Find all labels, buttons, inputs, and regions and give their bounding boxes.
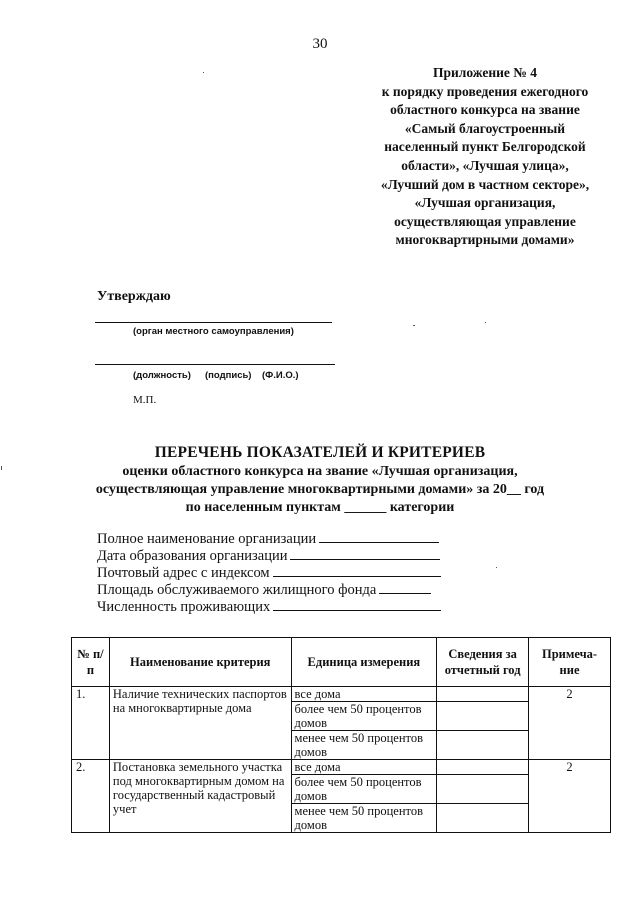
table-header-row [72,638,611,687]
title-subline: по населенным пунктам ______ категории [185,500,455,515]
scan-speck [413,325,415,326]
criterion-cell: Постановка земельного участка под многоквартирным домом на государственный кадастровый учет [109,760,291,833]
stamp-place: М.П. [133,394,157,406]
appendix-line: областного конкурса на звание [390,102,580,118]
field-full-name [97,530,439,548]
scan-speck [203,72,204,73]
authority-caption: (орган местного самоуправления) [133,326,294,337]
header-num: № п/п [72,638,110,687]
scan-speck [496,567,497,568]
criterion-cell: Наличие технических паспортов на многоквартирные дома [109,687,291,760]
field-postal-address [97,564,441,582]
note-cell: 2 [529,760,611,833]
fio-caption: (Ф.И.О.) [262,370,299,381]
appendix-line: «Лучший дом в частном секторе», [380,176,590,192]
scan-speck [1,466,2,470]
header-data: Сведения за отчетный год [437,638,529,687]
document-title: ПЕРЕЧЕНЬ ПОКАЗАТЕЛЕЙ И КРИТЕРИЕВ [154,444,486,461]
unit-cell: более чем 50 процентов домов [291,702,437,731]
appendix-line: осуществляющая управление [394,213,576,229]
approval-heading: Утверждаю [97,289,171,304]
appendix-line: «Самый благоустроенный [404,120,566,136]
title-subline: осуществляющая управление многоквартирными домами» за 20__ год [95,482,545,497]
row-number: 2. [72,760,110,833]
document-title-block [0,443,640,517]
data-cell[interactable] [437,687,529,702]
header-unit: Единица измерения [291,638,437,687]
field-label: Почтовый адрес с индексом [97,565,270,581]
fill-line [290,547,440,560]
field-label: Площадь обслуживаемого жилищного фонда [97,582,377,598]
title-subline: оценки областного конкурса на звание «Лучшая организация, [122,464,518,479]
header-note: Примеча-ние [529,638,611,687]
appendix-line: населенный пункт Белгородской [384,139,586,155]
scan-speck [485,322,486,323]
appendix-line: к порядку проведения ежегодного [381,83,589,99]
fill-line [273,598,441,611]
data-cell[interactable] [437,804,529,833]
data-cell[interactable] [437,702,529,731]
unit-cell: менее чем 50 процентов домов [291,804,437,833]
note-cell: 2 [529,687,611,760]
fill-line [319,530,439,543]
field-housing-area [97,581,431,599]
data-cell[interactable] [437,760,529,775]
row-number: 1. [72,687,110,760]
unit-cell: все дома [291,760,437,775]
unit-cell: более чем 50 процентов домов [291,775,437,804]
appendix-line: многоквартирными домами» [395,232,575,248]
field-founding-date [97,547,440,565]
field-label: Дата образования организации [97,548,288,564]
field-residents [97,598,441,616]
appendix-line: области», «Лучшая улица», [401,157,569,173]
position-caption: (должность) [133,370,191,381]
fill-line [379,581,431,594]
field-label: Полное наименование организации [97,531,317,547]
field-label: Численность проживающих [97,599,271,615]
table-row [72,687,611,702]
appendix-header [360,64,610,250]
unit-cell: все дома [291,687,437,702]
criteria-table [71,637,611,833]
page-number: 30 [312,36,328,52]
signature-line-official [95,364,335,365]
appendix-line: Приложение № 4 [433,65,537,80]
table-row [72,760,611,775]
data-cell[interactable] [437,775,529,804]
signature-line-authority [95,322,332,323]
data-cell[interactable] [437,731,529,760]
signature-caption: (подпись) [205,370,252,381]
appendix-line: «Лучшая организация, [414,195,556,211]
header-criterion: Наименование критерия [109,638,291,687]
unit-cell: менее чем 50 процентов домов [291,731,437,760]
fill-line [273,564,441,577]
